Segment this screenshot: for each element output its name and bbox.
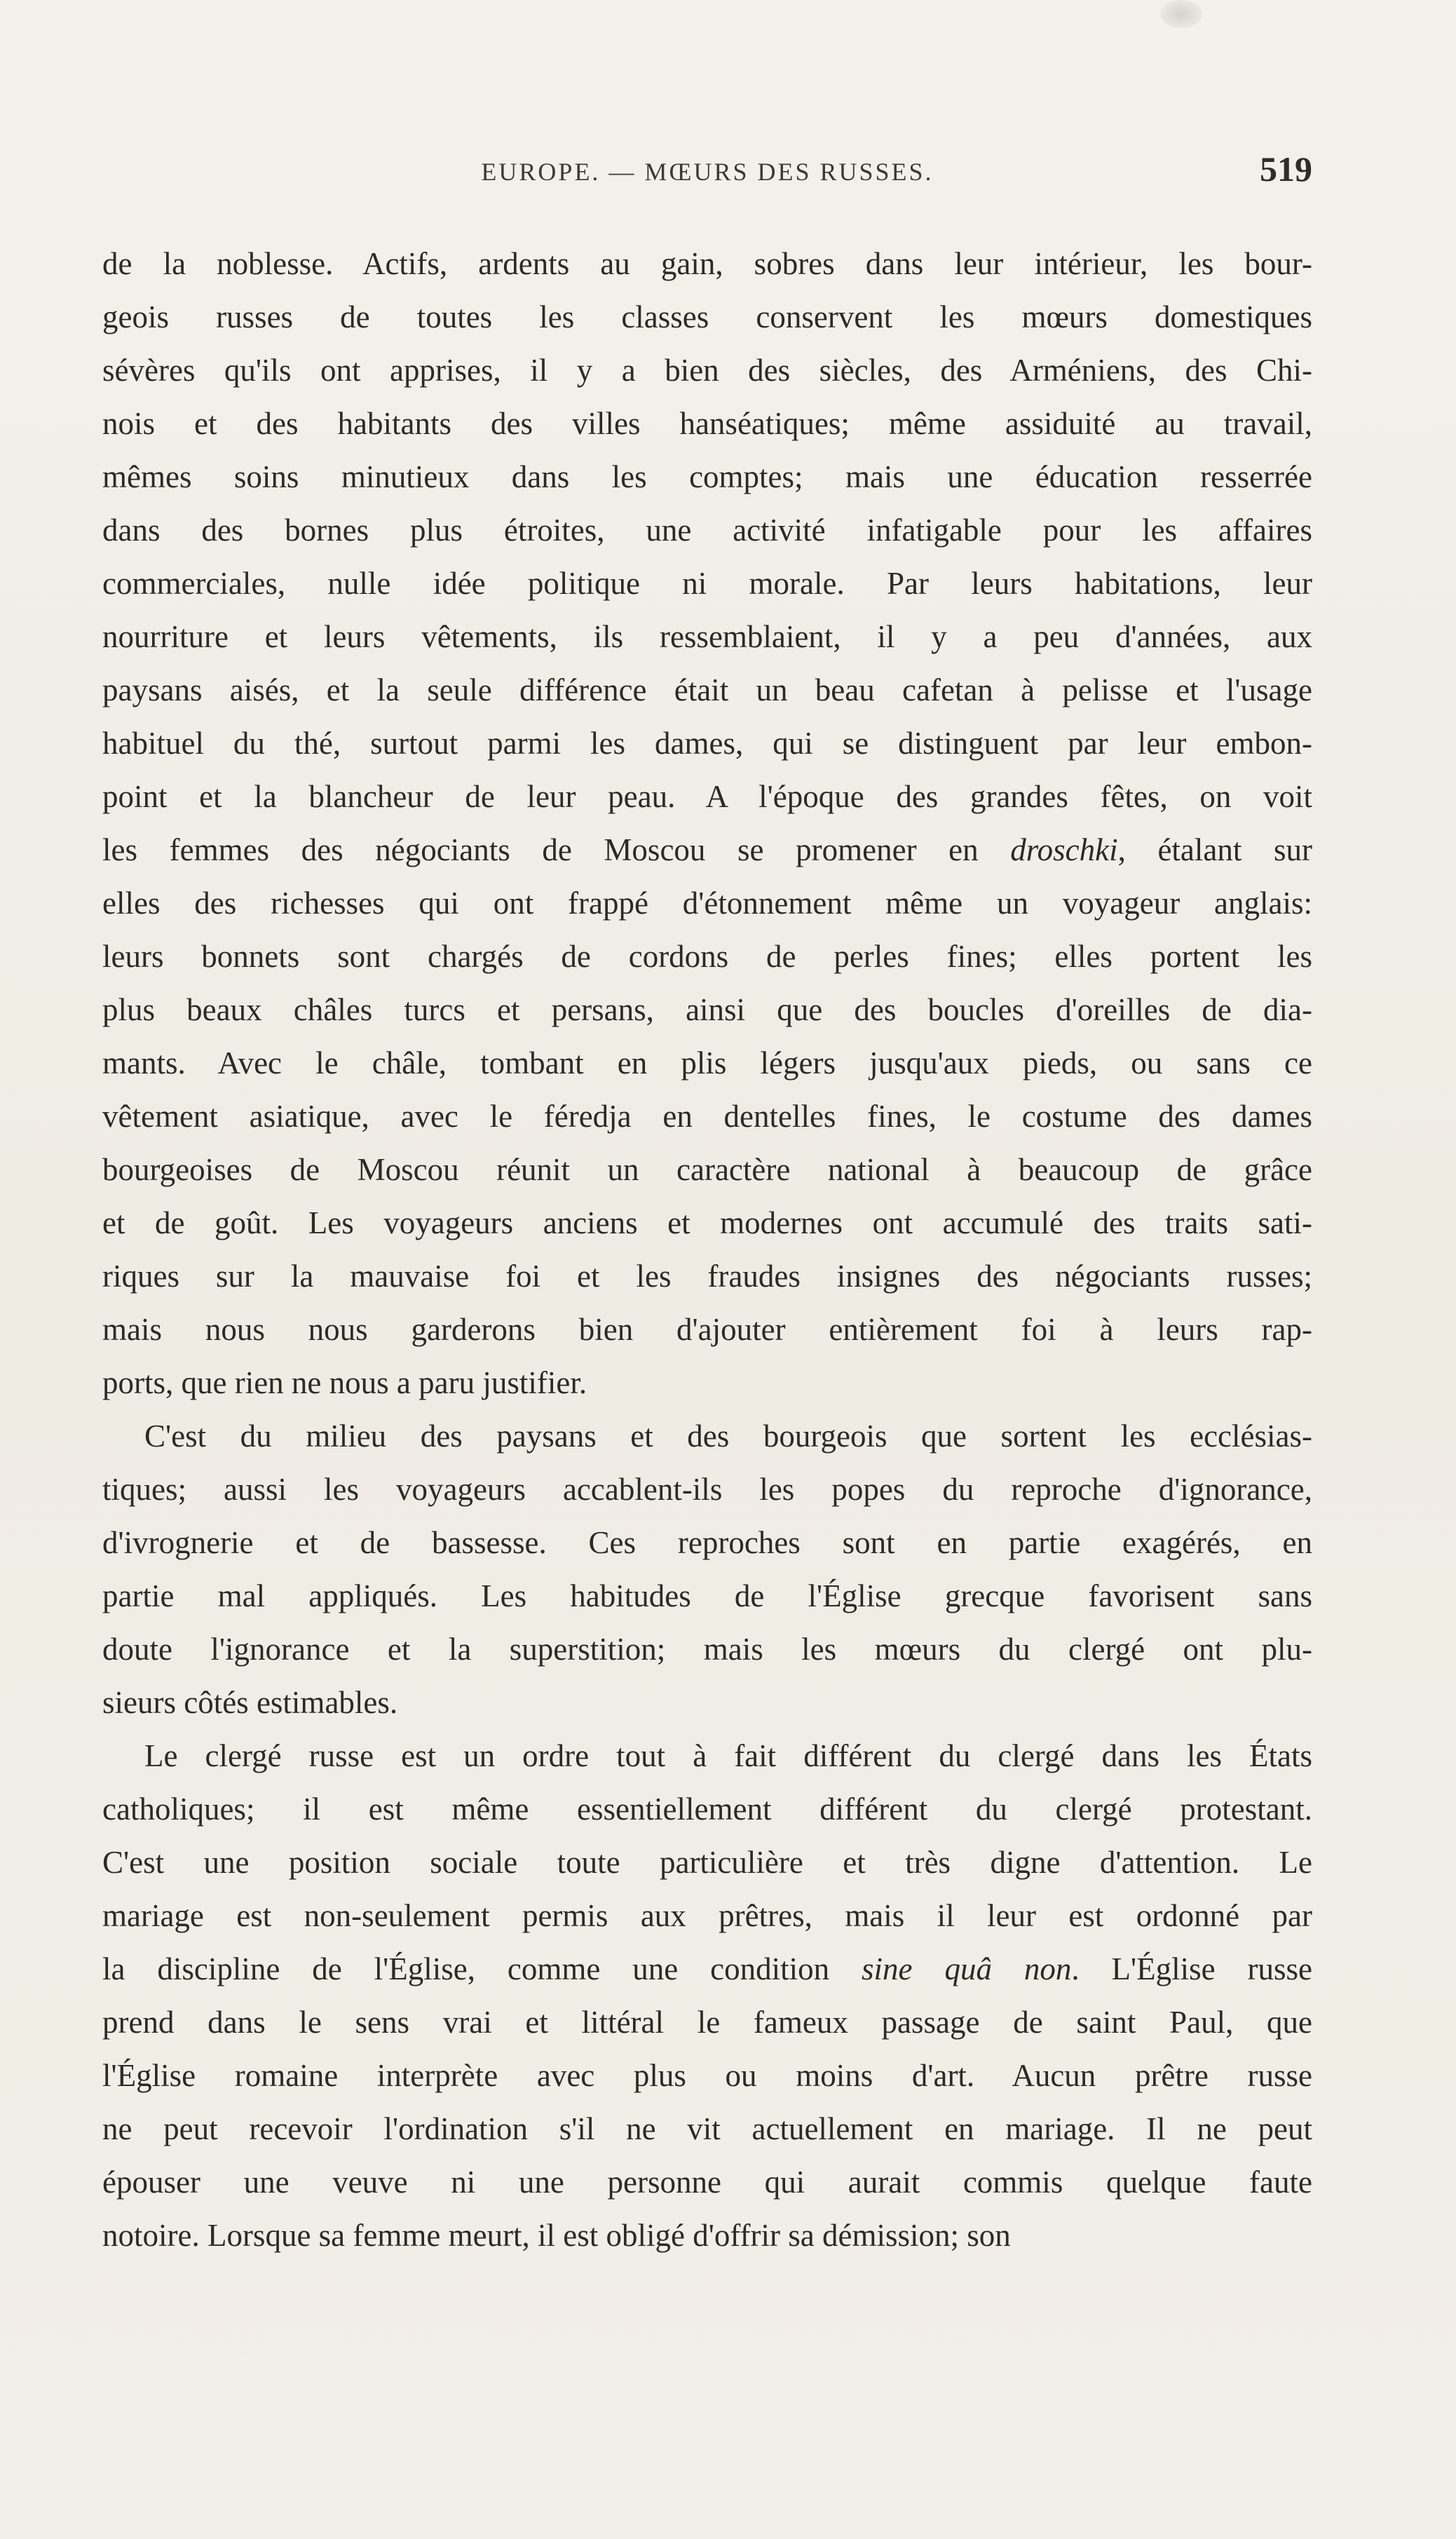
text-line: C'est une position sociale toute particulière et très digne d'attention. Le [102, 1845, 1312, 1880]
text-line: l'Église romaine interprète avec plus ou moins d'art. Aucun prêtre russe [102, 2058, 1312, 2093]
text-line: sévères qu'ils ont apprises, il y a bien des siècles, des Arméniens, des Chi- [102, 353, 1312, 388]
text-line: geois russes de toutes les classes conservent les mœurs domestiques [102, 299, 1312, 334]
text-line: riques sur la mauvaise foi et les fraudes insignes des négociants russes; [102, 1259, 1312, 1294]
paper-stain [1160, 0, 1202, 28]
page-number: 519 [1260, 149, 1312, 189]
running-head: EUROPE. — MŒURS DES RUSSES. [481, 158, 934, 186]
text-line: plus beaux châles turcs et persans, ainsi que des boucles d'oreilles de dia- [102, 992, 1312, 1027]
text-line: point et la blancheur de leur peau. A l'époque des grandes fêtes, on voit [102, 779, 1312, 814]
text-line: d'ivrognerie et de bassesse. Ces reproches sont en partie exagérés, en [102, 1525, 1312, 1560]
text-line: nourriture et leurs vêtements, ils ressemblaient, il y a peu d'années, aux [102, 619, 1312, 654]
text-line: mêmes soins minutieux dans les comptes; mais une éducation resserrée [102, 459, 1312, 494]
text-line: leurs bonnets sont chargés de cordons de perles fines; elles portent les [102, 939, 1312, 974]
text-line: habituel du thé, surtout parmi les dames, qui se distinguent par leur embon- [102, 726, 1312, 761]
page-header [102, 149, 1312, 191]
text-line: Le clergé russe est un ordre tout à fait différent du clergé dans les États [144, 1738, 1312, 1773]
text-line: bourgeoises de Moscou réunit un caractère national à beaucoup de grâce [102, 1152, 1312, 1187]
text-line: notoire. Lorsque sa femme meurt, il est obligé d'offrir sa démission; son [102, 2218, 1011, 2253]
text-line: nois et des habitants des villes hanséatiques; même assiduité au travail, [102, 406, 1312, 441]
text-line: prend dans le sens vrai et littéral le fameux passage de saint Paul, que [102, 2005, 1312, 2040]
paragraph [102, 237, 1312, 1409]
text-line: dans des bornes plus étroites, une activité infatigable pour les affaires [102, 513, 1312, 548]
text-line: mants. Avec le châle, tombant en plis légers jusqu'aux pieds, ou sans ce [102, 1045, 1312, 1081]
text-line: épouser une veuve ni une personne qui aurait commis quelque faute [102, 2165, 1312, 2200]
text-line: partie mal appliqués. Les habitudes de l'Église grecque favorisent sans [102, 1578, 1312, 1613]
text-line: catholiques; il est même essentiellement différent du clergé protestant. [102, 1792, 1312, 1827]
italic-term: sine quâ non [862, 1951, 1072, 1986]
text-line: et de goût. Les voyageurs anciens et modernes ont accumulé des traits sati- [102, 1205, 1312, 1240]
text-line: sieurs côtés estimables. [102, 1685, 398, 1720]
text-line: la discipline de l'Église, comme une condition sine quâ non. L'Église russe [102, 1951, 1312, 1986]
text-line: ports, que rien ne nous a paru justifier. [102, 1365, 587, 1400]
paragraph [102, 1729, 1312, 2262]
text-line: doute l'ignorance et la superstition; mais les mœurs du clergé ont plu- [102, 1632, 1312, 1667]
text-line: mais nous nous garderons bien d'ajouter entièrement foi à leurs rap- [102, 1312, 1312, 1347]
text-line: tiques; aussi les voyageurs accablent-ils les popes du reproche d'ignorance, [102, 1472, 1312, 1507]
body-text [102, 237, 1312, 2262]
paragraph [102, 1409, 1312, 1729]
text-line: ne peut recevoir l'ordination s'il ne vit actuellement en mariage. Il ne peut [102, 2111, 1312, 2146]
text-line: C'est du milieu des paysans et des bourgeois que sortent les ecclésias- [144, 1419, 1312, 1454]
italic-term: droschki [1010, 832, 1118, 867]
text-line: de la noblesse. Actifs, ardents au gain, sobres dans leur intérieur, les bour- [102, 246, 1312, 281]
text-line: vêtement asiatique, avec le féredja en dentelles fines, le costume des dames [102, 1099, 1312, 1134]
text-line: mariage est non-seulement permis aux prêtres, mais il leur est ordonné par [102, 1898, 1312, 1933]
text-line: commerciales, nulle idée politique ni morale. Par leurs habitations, leur [102, 566, 1312, 601]
text-line: les femmes des négociants de Moscou se promener en droschki, étalant sur [102, 832, 1312, 867]
text-line: elles des richesses qui ont frappé d'étonnement même un voyageur anglais: [102, 886, 1312, 921]
text-line: paysans aisés, et la seule différence était un beau cafetan à pelisse et l'usage [102, 672, 1312, 707]
